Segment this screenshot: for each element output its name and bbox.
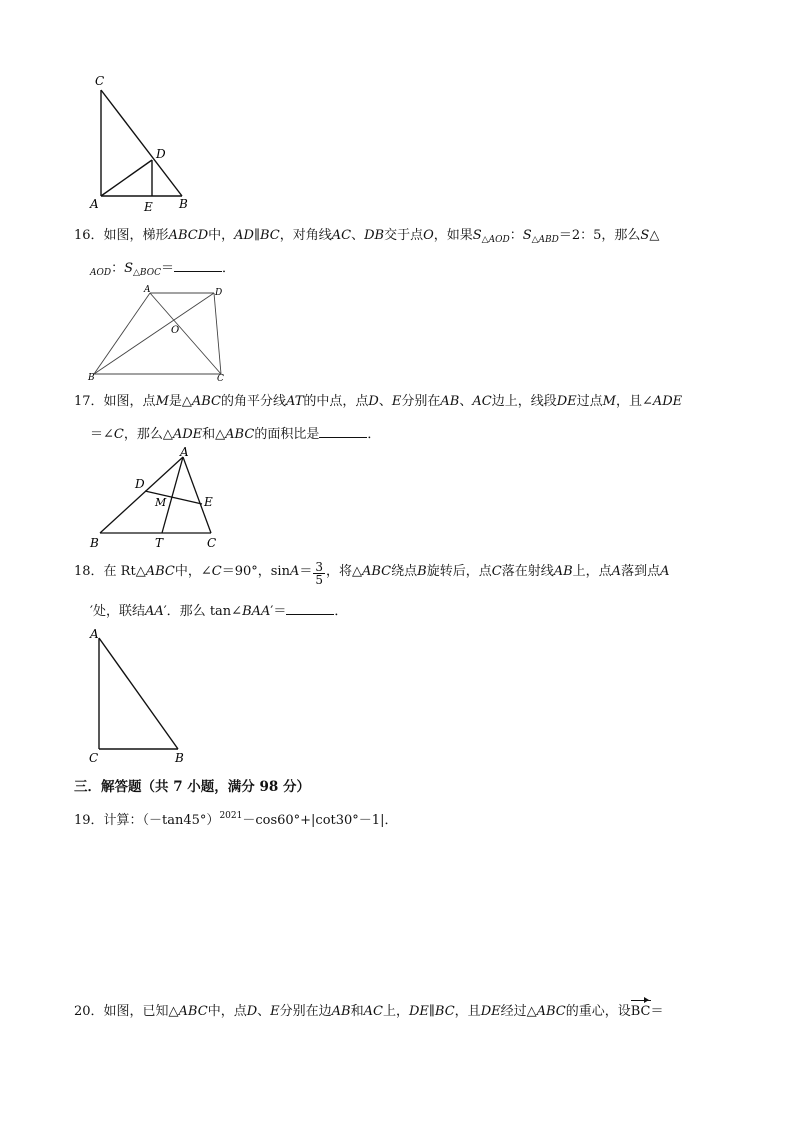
diagonal-ac: [150, 293, 221, 374]
label-b: B: [90, 536, 99, 550]
fraction-3-5: $\frac{3}{5}$: [315, 560, 323, 587]
label-e: E: [144, 200, 153, 212]
label-b: B: [88, 373, 95, 383]
answer-blank-18[interactable]: [286, 600, 334, 615]
question-17-line2: ＝∠C，那么△ADE和△ABC的面积比是 ．: [90, 423, 380, 445]
side-dc: [214, 293, 221, 374]
segment-ad: [101, 160, 152, 196]
label-e: E: [204, 495, 213, 509]
label-d: D: [156, 147, 166, 161]
label-c: C: [217, 374, 224, 384]
label-d: D: [215, 288, 223, 298]
question-16-line2: $_{AOD}$：$S_{\triangle BOC}=$ ．: [90, 257, 235, 283]
label-a: A: [90, 627, 99, 641]
label-o: O: [171, 325, 180, 336]
figure-17: [86, 444, 226, 554]
label-b: B: [175, 751, 184, 765]
side-cb: [101, 90, 182, 196]
label-c: C: [95, 74, 105, 88]
figure-15: [88, 72, 198, 212]
label-a: A: [90, 197, 99, 211]
section-3-heading: 三．解答题（共 7 小题，满分 98 分）: [74, 779, 310, 795]
label-m: M: [155, 496, 167, 509]
label-t: T: [155, 536, 164, 550]
question-18-line2: ′处，联结AA′．那么 tan∠BAA′＝ ．: [90, 600, 347, 622]
answer-blank-17[interactable]: [319, 423, 367, 438]
figure-18: [86, 624, 196, 769]
label-b: B: [179, 197, 188, 211]
side-ab: [99, 638, 178, 749]
answer-blank-16[interactable]: [174, 257, 222, 272]
label-c: C: [207, 536, 217, 550]
figure-16: [86, 284, 236, 384]
label-d: D: [135, 477, 145, 491]
label-c: C: [89, 751, 99, 765]
side-ab: [94, 293, 150, 374]
vector-bc: BC: [631, 1002, 651, 1022]
side-ab: [100, 457, 183, 533]
diagonal-db: [94, 293, 214, 374]
question-18-line1: 18．在 Rt△ABC中，∠C＝90°，sinA＝ $\frac{3}{5}$ ，将△ABC绕点B旋转后，点C落在射线AB上，点A落到点A: [74, 560, 670, 587]
question-20: 20．如图，已知△ABC中，点D、E分别在边AB和AC上，DE∥BC，且DE经过△ABC的重心，设BC＝: [74, 1002, 664, 1022]
label-a: A: [180, 445, 189, 459]
question-16-line1: 16．如图，梯形ABCD中，AD∥BC，对角线AC、DB交于点O，如果$S_{\triangle AOD}$：$S_{\triangle ABD}=2$：5，那么S△: [74, 228, 660, 245]
question-17-line1: 17．如图，点M是△ABC的角平分线AT的中点，点D、E分别在AB、AC边上，线段DE过点M，且∠ADE: [74, 394, 683, 409]
question-19: 19．计算：$(-\tan 45^\circ)^{2021}-\cos 60^\circ+|\cot 30^\circ-1|$．: [74, 811, 398, 828]
label-a: A: [144, 285, 151, 295]
